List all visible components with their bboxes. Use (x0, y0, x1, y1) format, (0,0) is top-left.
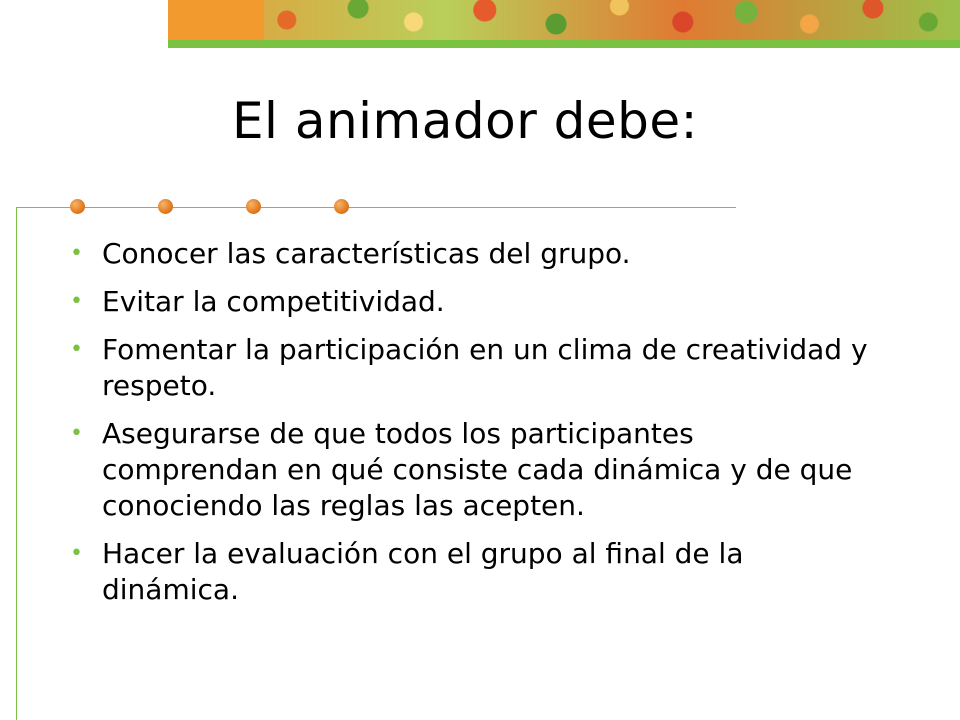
bullet-dot-icon: • (70, 337, 83, 362)
bullet-dot-icon: • (70, 541, 83, 566)
slide-title: El animador debe: (231, 92, 699, 150)
bullet-dot-icon: • (70, 421, 83, 446)
list-item-text: Hacer la evaluación con el grupo al final de la dinámica. (102, 537, 744, 606)
frame-horizontal-line (16, 207, 736, 208)
orange-circle-icon (70, 199, 85, 214)
list-item-text: Fomentar la participación en un clima de creatividad y respeto. (102, 333, 868, 402)
list-item (70, 284, 870, 320)
list-item-text: Evitar la competitividad. (102, 285, 445, 318)
bullet-dot-icon: • (70, 289, 83, 314)
list-item (70, 236, 870, 272)
list-item (70, 416, 870, 524)
header-orange-block (168, 0, 264, 40)
list-item (70, 332, 870, 404)
list-item-text: Conocer las características del grupo. (102, 237, 631, 270)
orange-circle-icon (334, 199, 349, 214)
list-item (70, 536, 870, 608)
list-item-text: Asegurarse de que todos los participantes comprendan en qué consiste cada dinámica y de que conociendo las reglas las acepten. (102, 417, 853, 522)
bullet-list (70, 236, 870, 620)
orange-circle-icon (158, 199, 173, 214)
header-decorative-image (168, 0, 960, 40)
bullet-dot-icon: • (70, 241, 83, 266)
header-green-bar (168, 40, 960, 48)
orange-circle-icon (246, 199, 261, 214)
frame-vertical-line (16, 207, 17, 720)
